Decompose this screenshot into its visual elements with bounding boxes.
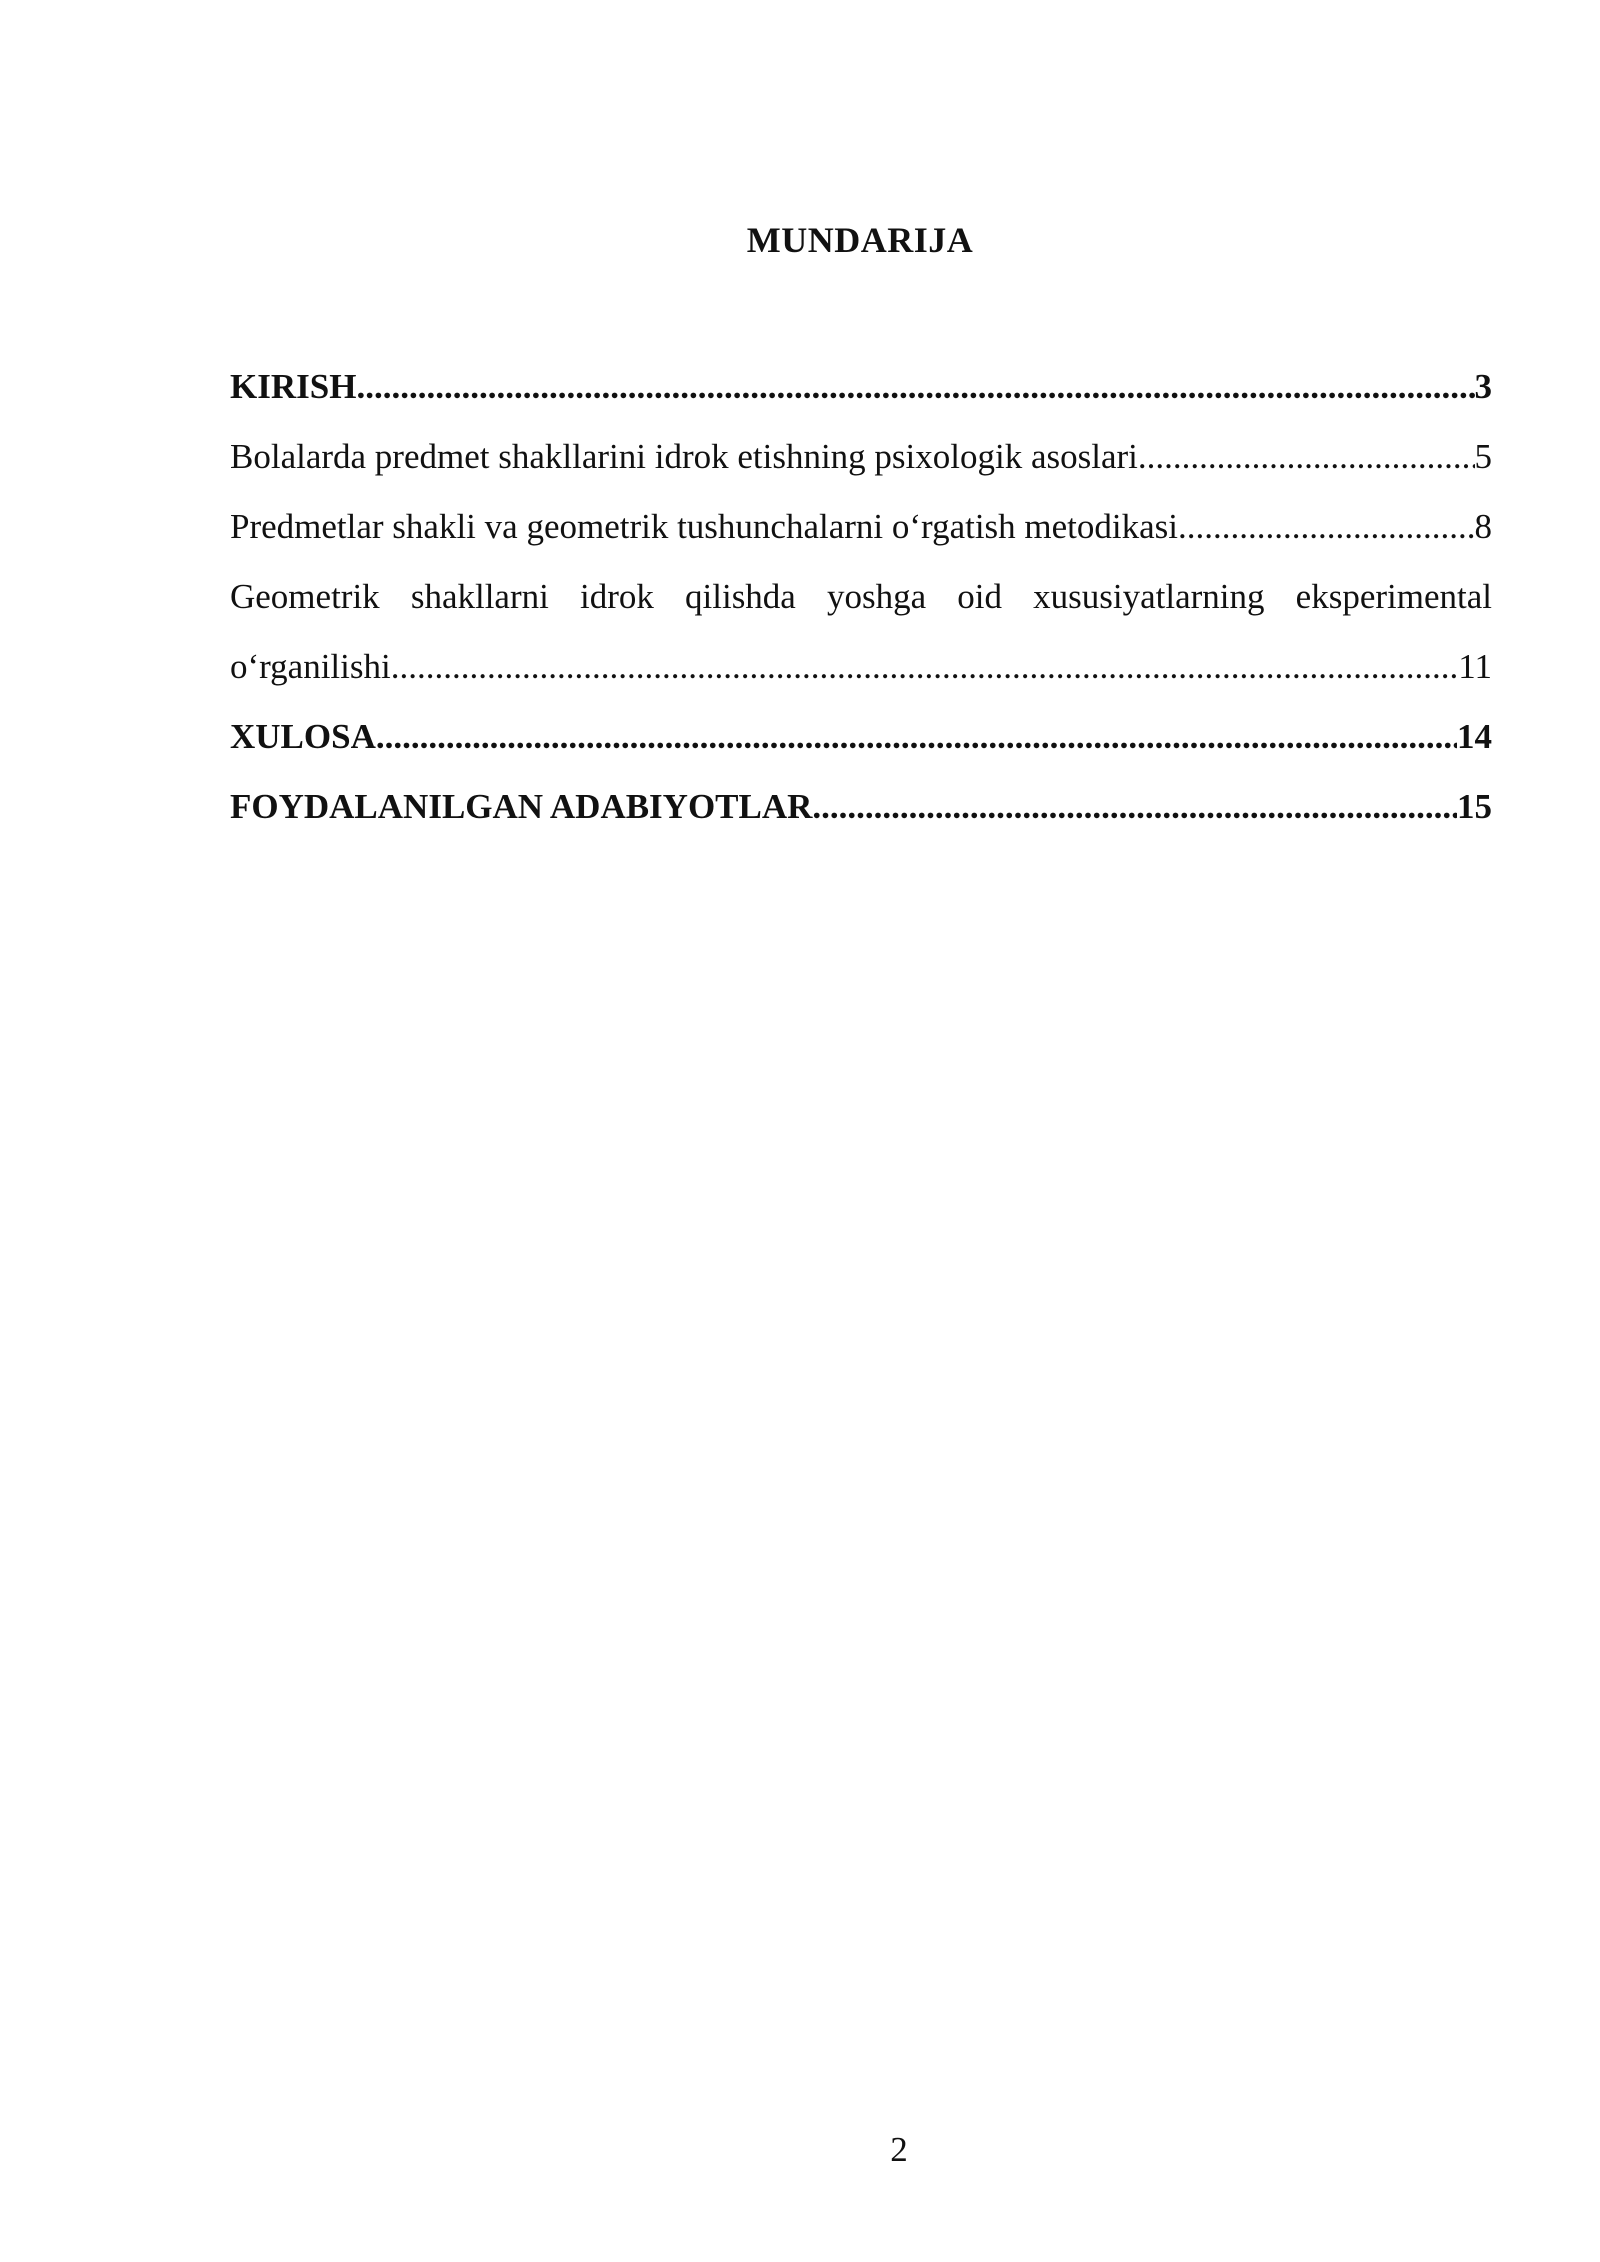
toc-entry-eksperimental[interactable]: [230, 562, 1492, 702]
toc-entry-page: 8: [1474, 507, 1492, 546]
toc-entry-page: 15: [1457, 787, 1492, 826]
toc-entry-label: FOYDALANILGAN ADABIYOTLAR: [230, 787, 813, 826]
toc-entry-adabiyotlar[interactable]: [230, 772, 1492, 842]
toc-entry-page: 14: [1457, 717, 1492, 756]
dot-leader: [812, 772, 1457, 842]
dot-leader: [356, 352, 1474, 422]
dot-leader: [391, 632, 1459, 702]
toc-entry-page: 5: [1474, 437, 1492, 476]
toc-entry-label: XULOSA: [230, 717, 376, 756]
table-of-contents: [230, 352, 1492, 842]
toc-entry-kirish[interactable]: [230, 352, 1492, 422]
dot-leader: [1138, 422, 1475, 492]
toc-entry-psixologik-asoslari[interactable]: [230, 422, 1492, 492]
dot-leader: [376, 702, 1457, 772]
toc-entry-label: KIRISH: [230, 367, 357, 406]
page-title: MUNDARIJA: [746, 220, 974, 260]
dot-leader: [1178, 492, 1474, 562]
toc-entry-page: 3: [1474, 367, 1492, 406]
toc-entry-label: Bolalarda predmet shakllarini idrok etishning psixologik asoslari: [230, 437, 1138, 476]
toc-entry-metodikasi[interactable]: [230, 492, 1492, 562]
toc-entry-label-line2: o‘rganilishi: [230, 647, 391, 686]
page-number: 2: [890, 2130, 908, 2169]
toc-entry-label-line1: Geometrik shakllarni idrok qilishda yoshga oid xususiyatlarning eksperimental: [230, 577, 1492, 616]
toc-entry-label: Predmetlar shakli va geometrik tushunchalarni o‘rgatish metodikasi: [230, 507, 1179, 546]
toc-entry-page: 11: [1458, 647, 1492, 686]
toc-entry-xulosa[interactable]: [230, 702, 1492, 772]
